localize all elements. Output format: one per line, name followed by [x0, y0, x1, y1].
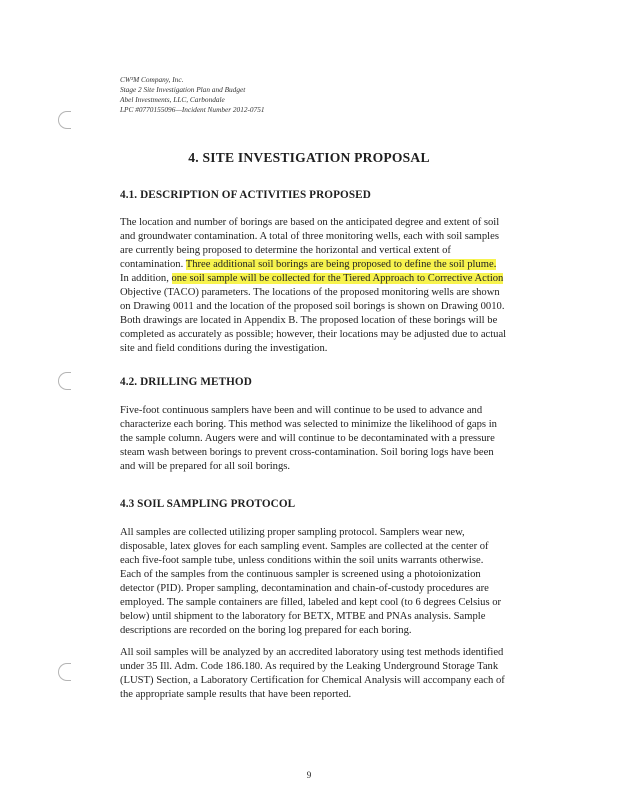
paragraph-line: disposable, latex gloves for each sampling event. Samples are collected at the center of	[120, 541, 489, 552]
section-heading-description: 4.1. DESCRIPTION OF ACTIVITIES PROPOSED	[120, 189, 371, 201]
paragraph-line	[120, 272, 503, 285]
section-heading-drilling: 4.2. DRILLING METHOD	[120, 376, 252, 388]
page-title: 4. SITE INVESTIGATION PROPOSAL	[188, 150, 430, 165]
paragraph-line: are currently being proposed to determine the horizontal and vertical extent of	[120, 245, 451, 256]
paragraph-line: on Drawing 0011 and the location of the proposed soil borings is shown on Drawing 0010.	[120, 301, 505, 312]
highlighted-text: Three additional soil borings are being proposed to define the soil plume.	[185, 259, 497, 270]
paragraph-line: The location and number of borings are based on the anticipated degree and extent of soil	[120, 217, 500, 228]
paragraph-line: All samples are collected utilizing proper sampling protocol. Samplers wear new,	[120, 527, 465, 538]
header-plan: Stage 2 Site Investigation Plan and Budget	[120, 85, 246, 94]
header-client: Abel Investments, LLC, Carbondale	[120, 95, 225, 104]
paragraph-line: completed as accurately as possible; however, their locations may be adjusted due to actual	[120, 329, 507, 340]
paragraph-line: Each of the samples from the continuous sampler is screened using a photoionization	[120, 569, 481, 580]
header-company: CW³M Company, Inc.	[120, 75, 184, 84]
header-incident: LPC #0770155096—Incident Number 2012-0751	[120, 105, 265, 114]
paragraph-line: All soil samples will be analyzed by an accredited laboratory using test methods identified	[120, 647, 504, 658]
line-text: In addition,	[120, 273, 172, 284]
section-heading-sampling: 4.3 SOIL SAMPLING PROTOCOL	[120, 498, 296, 510]
highlighted-text: one soil sample will be collected for the Tiered Approach to Corrective Action	[171, 273, 504, 284]
paragraph-line: and will be prepared for all soil borings.	[120, 461, 291, 472]
hole-punch-mark	[58, 111, 71, 129]
paragraph-line: steam wash between borings to prevent cross-contamination. Soil boring logs have been	[120, 447, 494, 458]
paragraph-line: the sample column. Augers were and will continue to be decontaminated with a pressure	[120, 433, 495, 444]
paragraph-line: detector (PID). Proper sampling, decontamination and chain-of-custody procedures are	[120, 583, 489, 594]
paragraph-line: and groundwater contamination. A total of three monitoring wells, each with soil samples	[120, 231, 499, 242]
document-header	[120, 75, 265, 115]
paragraph-line: site and field conditions during the investigation.	[120, 343, 328, 354]
paragraph-line: each five-foot sample tube, unless conditions within the soil units warrants otherwise.	[120, 555, 484, 566]
paragraph-line: characterize each boring. This method was selected to minimize the likelihood of gaps in	[120, 419, 497, 430]
paragraph-line: the appropriate sample results that have been reported.	[120, 689, 352, 700]
hole-punch-mark	[58, 372, 71, 390]
paragraph-line	[120, 258, 496, 271]
paragraph-line: under 35 Ill. Adm. Code 186.180. As required by the Leaking Underground Storage Tank	[120, 661, 499, 672]
line-text: contamination.	[120, 259, 186, 270]
page-number: 9	[306, 770, 312, 780]
paragraph-line: Objective (TACO) parameters. The locations of the proposed monitoring wells are shown	[120, 287, 500, 298]
paragraph-line: Both drawings are located in Appendix B. The proposed location of these borings will be	[120, 315, 498, 326]
hole-punch-mark	[58, 663, 71, 681]
paragraph-line: descriptions are recorded on the boring log prepared for each boring.	[120, 625, 412, 636]
paragraph-line: Five-foot continuous samplers have been and will continue to be used to advance and	[120, 405, 483, 416]
paragraph-line: (LUST) Section, a Laboratory Certification for Chemical Analysis will accompany each of	[120, 675, 505, 686]
paragraph-line: below) until shipment to the laboratory for BETX, MTBE and PNAs analysis. Sample	[120, 611, 486, 622]
paragraph-line: employed. The sample containers are filled, labeled and kept cool (to 6 degrees Celsius or	[120, 597, 502, 608]
